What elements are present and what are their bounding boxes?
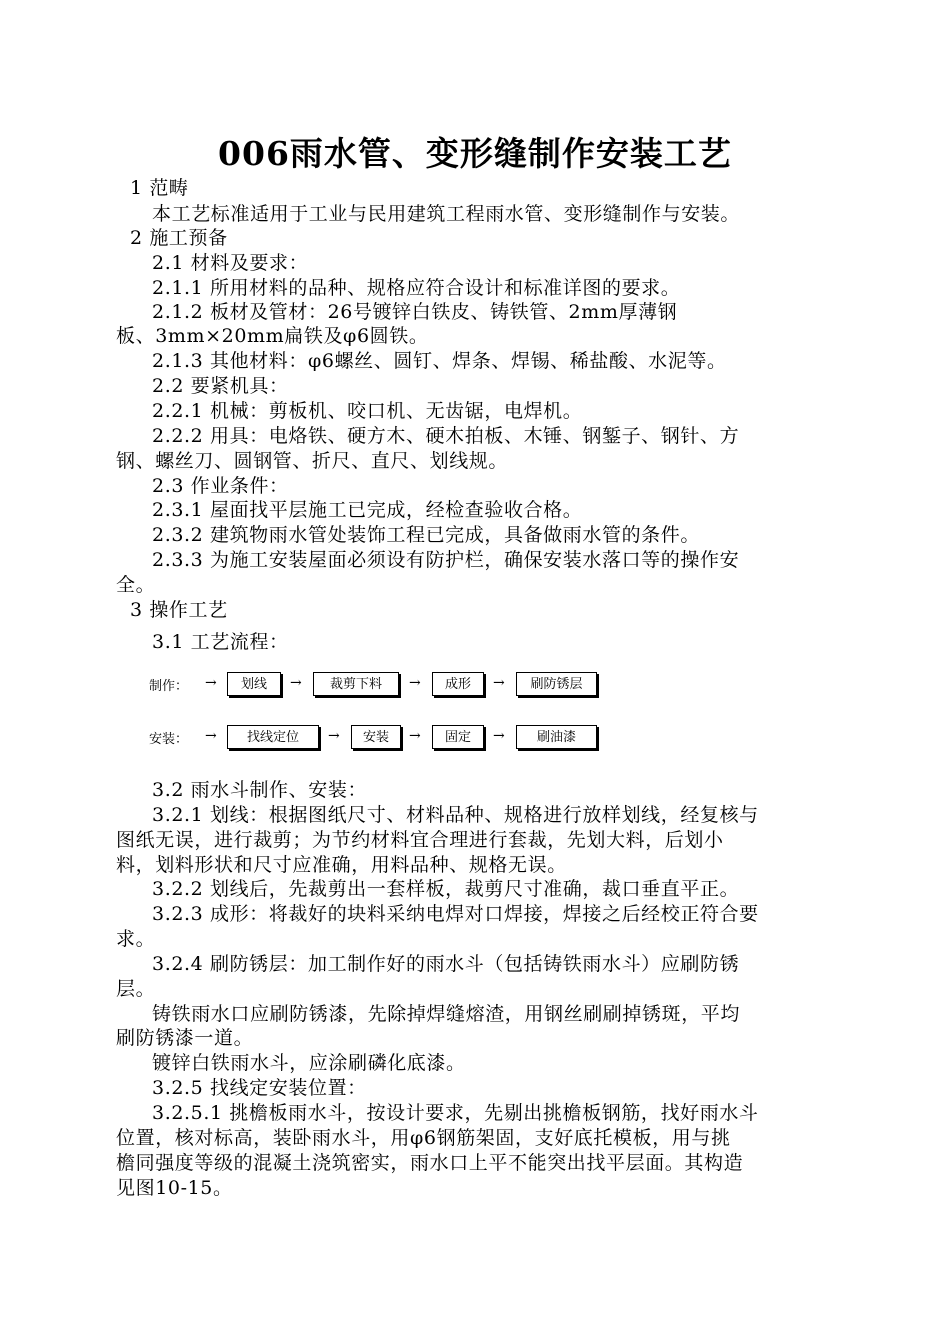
paragraph-line: 全。 <box>116 574 156 596</box>
paragraph-line: 求。 <box>116 928 156 950</box>
paragraph-line: 檐同强度等级的混凝土浇筑密实，雨水口上平不能突出找平层面。其构造 <box>116 1152 744 1174</box>
paragraph-line: 2.1.3 其他材料：φ6螺丝、圆钉、焊条、焊锡、稀盐酸、水泥等。 <box>152 350 727 372</box>
paragraph-line: 3.2.2 划线后，先裁剪出一套样板，裁剪尺寸准确，裁口垂直平正。 <box>152 878 740 900</box>
flow-step-forming: 成形 <box>432 672 484 696</box>
subsection-heading: 2.1 材料及要求： <box>152 252 309 274</box>
paragraph-line: 刷防锈漆一道。 <box>116 1027 254 1049</box>
paragraph-line: 板、3mm×20mm扁铁及φ6圆铁。 <box>116 325 429 347</box>
flow-production-label: 制作： <box>149 679 189 694</box>
paragraph-line: 图纸无误，进行裁剪；为节约材料宜合理进行套裁，先划大料，后划小 <box>116 829 724 851</box>
flow-arrow: → <box>205 728 217 744</box>
document-title: 006雨水管、变形缝制作安装工艺 <box>218 134 732 173</box>
flow-step-cutting: 裁剪下料 <box>313 672 399 696</box>
paragraph-line: 钢、螺丝刀、圆钢管、折尺、直尺、划线规。 <box>116 450 509 472</box>
paragraph-line: 本工艺标准适用于工业与民用建筑工程雨水管、变形缝制作与安装。 <box>152 203 741 225</box>
section-heading-2: 2 施工预备 <box>130 227 228 249</box>
flow-arrow: → <box>493 728 505 744</box>
paragraph-line: 2.3.2 建筑物雨水管处装饰工程已完成，具备做雨水管的条件。 <box>152 524 700 546</box>
subsection-heading: 2.3 作业条件： <box>152 475 289 497</box>
section-heading-3: 3 操作工艺 <box>130 599 228 621</box>
paragraph-line: 3.2.5.1 挑檐板雨水斗，按设计要求，先剔出挑檐板钢筋，找好雨水斗 <box>152 1102 759 1124</box>
flow-step-install: 安装 <box>351 725 401 749</box>
paragraph-line: 3.2.1 划线：根据图纸尺寸、材料品种、规格进行放样划线，经复核与 <box>152 804 759 826</box>
flow-step-antirust: 刷防锈层 <box>516 672 597 696</box>
paragraph-line: 见图10-15。 <box>116 1177 233 1199</box>
flow-step-positioning: 找线定位 <box>227 725 319 749</box>
flow-arrow: → <box>409 675 421 691</box>
paragraph-line: 料，划料形状和尺寸应准确，用料品种、规格无误。 <box>116 854 567 876</box>
paragraph-line: 2.3.1 屋面找平层施工已完成，经检查验收合格。 <box>152 499 583 521</box>
subsection-heading: 2.2 要紧机具： <box>152 375 289 397</box>
subsection-heading: 3.1 工艺流程： <box>152 631 289 653</box>
paragraph-line: 2.1.1 所用材料的品种、规格应符合设计和标准详图的要求。 <box>152 277 681 299</box>
flow-step-fixing: 固定 <box>432 725 484 749</box>
subsection-heading: 3.2 雨水斗制作、安装： <box>152 779 368 801</box>
paragraph-line: 2.2.2 用具：电烙铁、硬方木、硬木拍板、木锤、钢錾子、钢针、方 <box>152 425 740 447</box>
paragraph-line: 镀锌白铁雨水斗，应涂刷磷化底漆。 <box>152 1052 466 1074</box>
paragraph-line: 3.2.4 刷防锈层：加工制作好的雨水斗（包括铸铁雨水斗）应刷防锈 <box>152 953 740 975</box>
section-heading-1: 1 范畴 <box>130 177 189 199</box>
flow-arrow: → <box>205 675 217 691</box>
flow-arrow: → <box>409 728 421 744</box>
flow-step-marking: 划线 <box>227 672 281 696</box>
paragraph-line: 2.1.2 板材及管材：26号镀锌白铁皮、铸铁管、2mm厚薄钢 <box>152 301 678 323</box>
flow-arrow: → <box>328 728 340 744</box>
paragraph-line: 层。 <box>116 978 156 1000</box>
flow-step-painting: 刷油漆 <box>516 725 597 749</box>
paragraph-line: 2.3.3 为施工安装屋面必须设有防护栏，确保安装水落口等的操作安 <box>152 549 740 571</box>
flow-installation-label: 安装： <box>149 732 189 747</box>
paragraph-line: 2.2.1 机械：剪板机、咬口机、无齿锯，电焊机。 <box>152 400 583 422</box>
flow-arrow: → <box>290 675 302 691</box>
paragraph-line: 铸铁雨水口应刷防锈漆，先除掉焊缝熔渣，用钢丝刷刷掉锈斑，平均 <box>152 1003 741 1025</box>
paragraph-line: 3.2.3 成形：将裁好的块料采纳电焊对口焊接，焊接之后经校正符合要 <box>152 903 759 925</box>
subsection-heading: 3.2.5 找线定安装位置： <box>152 1077 367 1099</box>
flow-arrow: → <box>493 675 505 691</box>
paragraph-line: 位置，核对标高，装卧雨水斗，用φ6钢筋架固，支好底托模板，用与挑 <box>116 1127 731 1149</box>
